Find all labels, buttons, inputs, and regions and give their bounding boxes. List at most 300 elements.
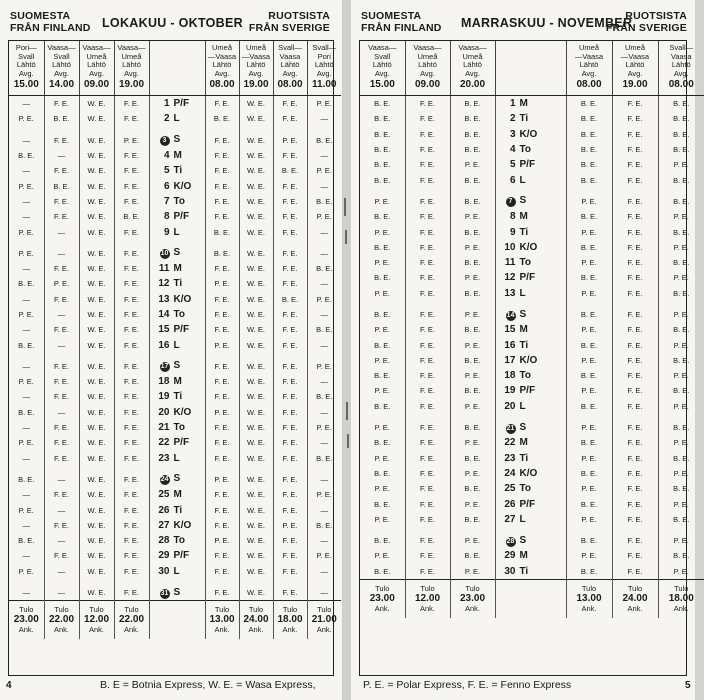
ship-cell: — (9, 420, 44, 435)
ship-cell: W. E. (239, 178, 273, 193)
column-header-line: Lähtö (212, 60, 232, 69)
day-row (9, 389, 341, 404)
ship-cell: B. E. (9, 276, 44, 291)
column-header-text (613, 41, 658, 95)
ship-cell: F. E. (405, 368, 450, 383)
ship-cell: W. E. (239, 533, 273, 548)
ship-cell: F. E. (44, 435, 79, 450)
weekday-label: To (173, 195, 185, 207)
weekday-label: To (173, 422, 185, 434)
ship-cell: P. E. (566, 420, 612, 435)
arrival-label: Tulo (317, 605, 332, 615)
ship-cell: B. E. (450, 420, 495, 435)
arrival-cell (450, 579, 495, 618)
ship-cell: B. E. (360, 270, 405, 285)
column-header-row (360, 41, 704, 96)
left-timetable-frame (8, 40, 337, 676)
column-header-line: Avg. (420, 68, 435, 78)
column-header-line: Lähtö (418, 60, 437, 69)
column-header-line: Vaasa— (458, 43, 487, 52)
ship-cell: P. E. (360, 548, 405, 563)
ship-cell: P. E. (673, 212, 689, 222)
column-header-line: Vaasa— (82, 43, 111, 52)
ship-cell: F. E. (405, 111, 450, 126)
weekday-label: P/F (519, 385, 536, 397)
ship-cell: B. E. (450, 127, 495, 142)
weekday-label: To (519, 144, 531, 156)
ship-cell: W. E. (79, 292, 114, 307)
column-header-line: Lähtö (579, 60, 599, 69)
sunday-date-badge: 21 (506, 424, 515, 432)
arrival-time: 24.00 (243, 614, 269, 626)
column-header-line: Avg. (18, 68, 34, 78)
ship-cell: F. E. (273, 389, 307, 404)
month-title: LOKAKUU - OKTOBER (102, 16, 243, 30)
day-cell (149, 420, 205, 435)
ship-cell: P. E. (44, 276, 79, 291)
ship-cell: F. E. (205, 292, 239, 307)
column-header-line: Lähtö (246, 60, 266, 69)
arrival-label: Tulo (465, 583, 480, 593)
ship-cell: B. E. (673, 145, 690, 155)
ship-cell: W. E. (239, 96, 273, 112)
day-row (9, 224, 341, 239)
day-row (360, 286, 704, 301)
ship-cell: P. E. (673, 310, 689, 319)
ship-cell: F. E. (114, 163, 149, 178)
ship-cell: — (320, 181, 328, 191)
ship-cell: P. E. (273, 133, 307, 148)
ship-cell: — (320, 279, 328, 289)
day-cell (495, 353, 566, 368)
day-row (9, 163, 341, 178)
day-cell (495, 194, 566, 209)
arrival-label-sv: Ank. (18, 625, 34, 635)
timetable-october (9, 41, 341, 639)
ship-cell: F. E. (273, 374, 307, 389)
to-label-line: FRÅN SVERIGE (248, 22, 330, 34)
date-number: 29 (158, 550, 170, 562)
ship-cell: P. E. (316, 361, 332, 371)
ship-cell: — (320, 377, 328, 387)
arrival-label-sv: Ank. (123, 625, 139, 635)
ship-cell: P. E. (566, 481, 612, 496)
right-from-label (361, 10, 442, 34)
day-cell (495, 286, 566, 301)
column-header-line: Umeå (578, 43, 599, 52)
ship-cell: W. E. (239, 451, 273, 466)
column-header-from (44, 41, 79, 96)
ship-cell: B. E. (450, 96, 495, 112)
ship-cell: F. E. (612, 337, 658, 352)
column-header-line: Svall— (669, 43, 694, 52)
ship-cell: W. E. (79, 111, 114, 126)
ship-cell: — (320, 536, 328, 546)
arrival-label-sv: Ank. (282, 625, 298, 635)
ship-cell: — (320, 505, 328, 515)
ship-cell: B. E. (360, 399, 405, 414)
day-row (9, 261, 341, 276)
ship-cell: — (9, 585, 44, 601)
ship-cell: — (44, 585, 79, 601)
column-header-line: Lähtö (671, 60, 691, 69)
ship-cell: B. E. (450, 194, 495, 209)
column-header-line: Avg. (282, 68, 298, 78)
date-number: 11 (158, 263, 170, 275)
ship-cell: W. E. (239, 261, 273, 276)
ship-cell: — (320, 151, 328, 161)
day-row (9, 585, 341, 601)
ship-cell: F. E. (405, 399, 450, 414)
arrival-label-sv: Ank. (88, 625, 104, 635)
weekday-label: K/O (173, 180, 192, 192)
ship-cell: P. E. (450, 307, 495, 322)
ship-cell: F. E. (273, 487, 307, 502)
arrival-label-sv: Ank. (374, 603, 390, 613)
ship-cell: F. E. (405, 548, 450, 563)
sunday-date-badge: 10 (160, 250, 169, 258)
arrival-cell (612, 579, 658, 618)
column-header-line: Avg. (627, 68, 643, 78)
ship-cell: B. E. (673, 423, 690, 433)
ship-cell: F. E. (114, 111, 149, 126)
arrival-cell (79, 601, 114, 640)
weekday-label: L (173, 565, 180, 577)
ship-cell: F. E. (612, 368, 658, 383)
ship-cell: F. E. (205, 435, 239, 450)
ship-cell: W. E. (79, 322, 114, 337)
ship-cell: B. E. (316, 135, 333, 145)
ship-cell: B. E. (360, 307, 405, 322)
ship-cell: F. E. (612, 512, 658, 527)
day-row (360, 512, 704, 527)
ship-cell: F. E. (205, 487, 239, 502)
day-cell (149, 292, 205, 307)
ship-cell: F. E. (405, 451, 450, 466)
weekday-label: L (519, 287, 526, 299)
ship-cell: P. E. (450, 399, 495, 414)
arrival-label: Tulo (627, 583, 643, 593)
page-number: 5 (685, 680, 691, 691)
ship-cell: P. E. (360, 451, 405, 466)
weekday-label: S (173, 586, 181, 598)
arrival-label-sv: Ank. (419, 603, 435, 613)
ship-cell: — (44, 533, 79, 548)
ship-cell: F. E. (405, 142, 450, 157)
ship-cell: P. E. (566, 353, 612, 368)
right-to-label (606, 10, 687, 34)
ship-cell: F. E. (114, 337, 149, 352)
day-cell (495, 368, 566, 383)
column-header-line: Pori (317, 51, 331, 61)
ship-cell: W. E. (239, 502, 273, 517)
column-header-line: —Vaasa (207, 51, 237, 61)
arrival-row (9, 601, 341, 640)
arrival-label: Tulo (124, 605, 139, 615)
ship-cell: F. E. (44, 96, 79, 112)
date-number: 8 (163, 211, 170, 223)
arrival-time: 13.00 (209, 614, 235, 626)
column-header-line: Vaasa— (368, 43, 397, 52)
ship-cell: P. E. (316, 99, 332, 109)
day-row (9, 276, 341, 291)
day-cell (149, 359, 205, 374)
day-cell (149, 585, 205, 601)
arrival-time: 12.00 (414, 592, 441, 604)
ship-cell: F. E. (205, 548, 239, 563)
column-header-line: Vaasa (670, 51, 692, 61)
date-number: 1 (163, 98, 170, 110)
day-cell (495, 240, 566, 255)
left-header (0, 0, 342, 40)
day-cell (149, 405, 205, 420)
ship-cell: B. E. (360, 157, 405, 172)
day-cell (495, 209, 566, 224)
day-row (360, 255, 704, 270)
date-number: 19 (504, 385, 516, 397)
weekday-label: M (519, 211, 528, 223)
weekday-label: P/F (173, 324, 190, 336)
arrival-time: 23.00 (13, 614, 39, 626)
day-row (360, 353, 704, 368)
day-column-header (149, 41, 205, 96)
ship-cell: F. E. (273, 420, 307, 435)
day-cell (495, 270, 566, 285)
ship-cell: B. E. (360, 240, 405, 255)
ship-cell: F. E. (612, 194, 658, 209)
arrival-label-sv: Ank. (316, 625, 332, 635)
arrival-cell (405, 579, 450, 618)
ship-cell: — (320, 407, 328, 417)
column-header-from (9, 41, 44, 96)
day-cell (149, 564, 205, 579)
ship-cell: F. E. (205, 564, 239, 579)
date-number: 1 (509, 98, 516, 110)
ship-cell: — (9, 548, 44, 563)
ship-cell: B. E. (566, 96, 612, 112)
ship-cell: B. E. (450, 548, 495, 563)
date-number: 29 (504, 550, 516, 562)
column-header-line: Lähtö (16, 60, 36, 69)
day-row (9, 178, 341, 193)
ship-cell: P. E. (566, 255, 612, 270)
ship-cell: P. E. (205, 337, 239, 352)
ship-cell: B. E. (673, 514, 690, 524)
date-number: 22 (504, 437, 516, 449)
day-cell (149, 502, 205, 517)
ship-cell: P. E. (360, 353, 405, 368)
arrival-label-sv: Ank. (673, 603, 689, 613)
ship-cell: P. E. (316, 490, 332, 500)
to-label-line: RUOTSISTA (625, 10, 687, 22)
ship-cell: F. E. (612, 111, 658, 126)
ship-cell: P. E. (360, 512, 405, 527)
weekday-label: S (173, 360, 181, 372)
ship-cell: B. E. (316, 392, 333, 402)
ship-cell: P. E. (316, 423, 332, 433)
weekday-label: M (173, 150, 182, 162)
ship-cell: — (320, 566, 328, 576)
date-number: 8 (509, 211, 516, 223)
ship-cell: W. E. (239, 163, 273, 178)
arrival-cell (273, 601, 307, 640)
ship-cell: F. E. (114, 472, 149, 487)
column-header-line: Avg. (214, 68, 230, 78)
arrival-time: 22.00 (48, 614, 75, 626)
weekday-label: L (173, 339, 180, 351)
ship-cell: W. E. (79, 307, 114, 322)
ship-cell: F. E. (612, 466, 658, 481)
column-header-text (451, 41, 495, 95)
column-header-to (205, 41, 239, 96)
ship-cell: F. E. (205, 163, 239, 178)
ship-cell: B. E. (566, 368, 612, 383)
ship-cell: F. E. (114, 548, 149, 563)
ship-cell: P. E. (316, 551, 332, 561)
day-row (360, 96, 704, 112)
ship-cell: P. E. (566, 383, 612, 398)
ship-cell: F. E. (44, 487, 79, 502)
date-number: 12 (158, 278, 170, 290)
day-cell (149, 178, 205, 193)
day-cell (495, 337, 566, 352)
weekday-label: M (173, 263, 182, 275)
day-row (9, 148, 341, 163)
ship-cell: F. E. (273, 337, 307, 352)
weekday-label: M (519, 437, 528, 449)
right-timetable-frame (359, 40, 694, 676)
day-row (360, 451, 704, 466)
ship-cell: W. E. (239, 307, 273, 322)
ship-cell: W. E. (79, 564, 114, 579)
day-cell (149, 451, 205, 466)
weekday-label: P/F (173, 211, 190, 223)
ship-cell: F. E. (612, 209, 658, 224)
ship-cell: F. E. (612, 157, 658, 172)
day-row (360, 481, 704, 496)
ship-cell: F. E. (612, 420, 658, 435)
ship-cell: W. E. (239, 420, 273, 435)
column-header-line: Vaasa (279, 51, 301, 61)
ship-cell: W. E. (239, 276, 273, 291)
footnote: P. E. = Polar Express, F. E. = Fenno Express (363, 679, 572, 691)
ship-cell: B. E. (44, 178, 79, 193)
ship-cell: W. E. (79, 337, 114, 352)
day-row (9, 337, 341, 352)
ship-cell: P. E. (673, 273, 689, 283)
left-to-label (249, 10, 330, 34)
arrival-time: 13.00 (576, 592, 602, 604)
arrival-cell (360, 579, 405, 618)
date-number: 23 (504, 452, 516, 464)
ship-cell: W. E. (239, 564, 273, 579)
ship-cell: B. E. (205, 246, 239, 261)
ship-cell: B. E. (450, 451, 495, 466)
departure-time: 15.00 (369, 79, 395, 90)
column-header-line: Lähtö (625, 60, 645, 69)
arrival-cell (114, 601, 149, 640)
ship-cell: — (320, 248, 328, 258)
ship-cell: W. E. (239, 194, 273, 209)
from-label-line: SUOMESTA (10, 10, 71, 22)
day-cell (495, 307, 566, 322)
column-header-text (360, 41, 405, 95)
ship-cell: P. E. (450, 337, 495, 352)
column-header-line: Svall (374, 51, 391, 61)
date-number: 2 (163, 113, 170, 125)
ship-cell: B. E. (566, 270, 612, 285)
ship-cell: — (9, 389, 44, 404)
right-page (351, 0, 695, 700)
day-cell (495, 157, 566, 172)
weekday-label: To (173, 309, 185, 320)
ship-cell: F. E. (273, 472, 307, 487)
ship-cell: F. E. (273, 224, 307, 239)
ship-cell: W. E. (239, 133, 273, 148)
ship-cell: P. E. (566, 548, 612, 563)
date-number: 22 (158, 437, 170, 449)
column-header-to (566, 41, 612, 96)
day-row (9, 420, 341, 435)
ship-cell: F. E. (612, 255, 658, 270)
ship-cell: B. E. (9, 148, 44, 163)
ship-cell: B. E. (673, 453, 690, 463)
ship-cell: P. E. (450, 157, 495, 172)
sunday-date-badge: 31 (160, 589, 169, 597)
column-header-to (273, 41, 307, 96)
ship-cell: F. E. (44, 518, 79, 533)
ship-cell: F. E. (205, 389, 239, 404)
ship-cell: F. E. (205, 322, 239, 337)
day-cell (495, 496, 566, 511)
ship-cell: F. E. (273, 564, 307, 579)
footnote: B. E = Botnia Express, W. E. = Wasa Express, (100, 679, 316, 691)
date-number: 9 (163, 226, 170, 238)
ship-cell: F. E. (273, 585, 307, 601)
ship-cell: B. E. (673, 355, 690, 365)
ship-cell: B. E. (316, 196, 333, 206)
ship-cell: B. E. (360, 111, 405, 126)
ship-cell: F. E. (273, 359, 307, 374)
arrival-time: 18.00 (277, 614, 303, 626)
day-cell (149, 337, 205, 352)
ship-cell: B. E. (450, 353, 495, 368)
date-number: 3 (509, 128, 516, 140)
ship-cell: F. E. (205, 178, 239, 193)
ship-cell: B. E. (566, 307, 612, 322)
ship-cell: B. E. (450, 383, 495, 398)
ship-cell: F. E. (44, 292, 79, 307)
ship-cell: W. E. (79, 420, 114, 435)
from-label-line: SUOMESTA (361, 10, 422, 22)
ship-cell: F. E. (44, 548, 79, 563)
ship-cell: F. E. (44, 322, 79, 337)
date-number: 17 (504, 354, 516, 366)
weekday-label: K/O (519, 467, 538, 479)
weekday-label: To (519, 483, 531, 495)
weekday-label: L (173, 226, 180, 238)
ship-cell: F. E. (205, 518, 239, 533)
ship-cell: — (44, 337, 79, 352)
ship-cell: W. E. (239, 548, 273, 563)
arrival-time: 12.00 (83, 614, 110, 626)
day-row (9, 194, 341, 209)
arrival-day-cell (149, 601, 205, 640)
ship-cell: W. E. (79, 148, 114, 163)
ship-cell: B. E. (450, 111, 495, 126)
column-header-line: Lähtö (122, 60, 141, 69)
ship-cell: W. E. (79, 405, 114, 420)
